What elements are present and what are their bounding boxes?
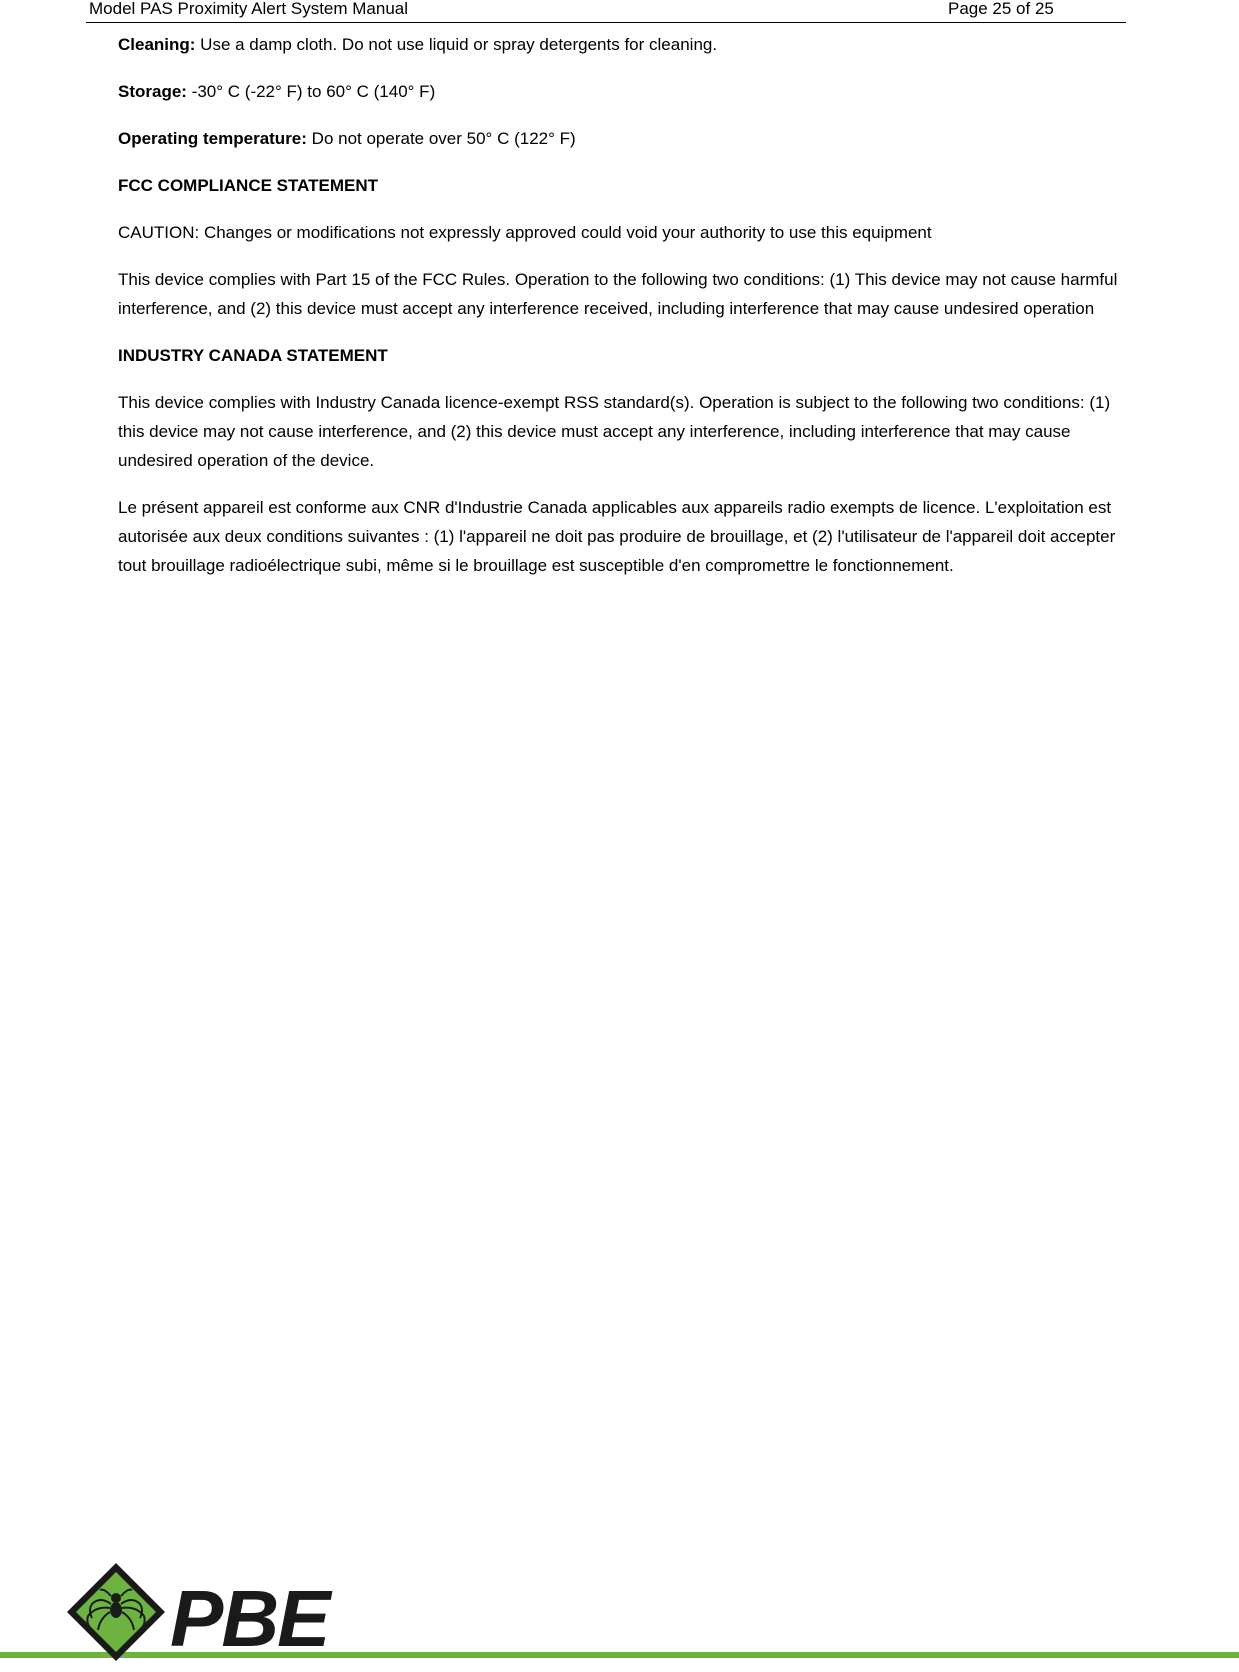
document-title: Model PAS Proximity Alert System Manual	[89, 0, 409, 18]
pbe-logo-graphic	[66, 1560, 356, 1667]
page-header	[86, 0, 1126, 23]
ic-english-statement: This device complies with Industry Canada licence-exempt RSS standard(s). Operation is subject to the following two conditions: (1) this device may not cause interference, and (2) this device must accept any interference, including interference that may cause undesired operation of the device.	[118, 393, 1111, 470]
operating-temperature-text: Do not operate over 50° C (122° F)	[306, 129, 576, 148]
cleaning-text: Use a damp cloth. Do not use liquid or spray detergents for cleaning.	[195, 35, 718, 54]
ic-french-statement: Le présent appareil est conforme aux CNR d'Industrie Canada applicables aux appareils radio exempts de licence. L'exploitation est autorisée aux deux conditions suivantes : (1) l'appareil ne doit pas produire de brouillage, et (2) l'utilisateur de l'appareil doit accepter tout brouillage radioélectrique subi, même si le brouillage est susceptible d'en compromettre le fonctionnement.	[118, 498, 1116, 575]
cleaning-label: Cleaning:	[118, 35, 196, 54]
operating-temperature-spec	[118, 124, 1128, 153]
storage-label: Storage:	[118, 82, 187, 101]
operating-temperature-label: Operating temperature:	[118, 129, 307, 148]
page-content	[118, 30, 1128, 598]
pbe-logo-text: PBE	[170, 1574, 329, 1663]
fcc-heading: FCC COMPLIANCE STATEMENT	[118, 176, 379, 195]
fcc-caution: CAUTION: Changes or modifications not expressly approved could void your authority to use this equipment	[118, 223, 932, 242]
fcc-body: This device complies with Part 15 of the FCC Rules. Operation to the following two conditions: (1) This device may not cause harmful interference, and (2) this device must accept any interference received, including interference that may cause undesired operation	[118, 270, 1118, 318]
ic-heading: INDUSTRY CANADA STATEMENT	[118, 346, 388, 365]
pbe-logo	[66, 1560, 356, 1667]
spider-diamond-icon	[67, 1563, 165, 1661]
storage-text: -30° C (-22° F) to 60° C (140° F)	[186, 82, 436, 101]
storage-spec	[118, 77, 1128, 106]
cleaning-spec	[118, 30, 1128, 59]
page-number: Page 25 of 25	[948, 0, 1054, 18]
